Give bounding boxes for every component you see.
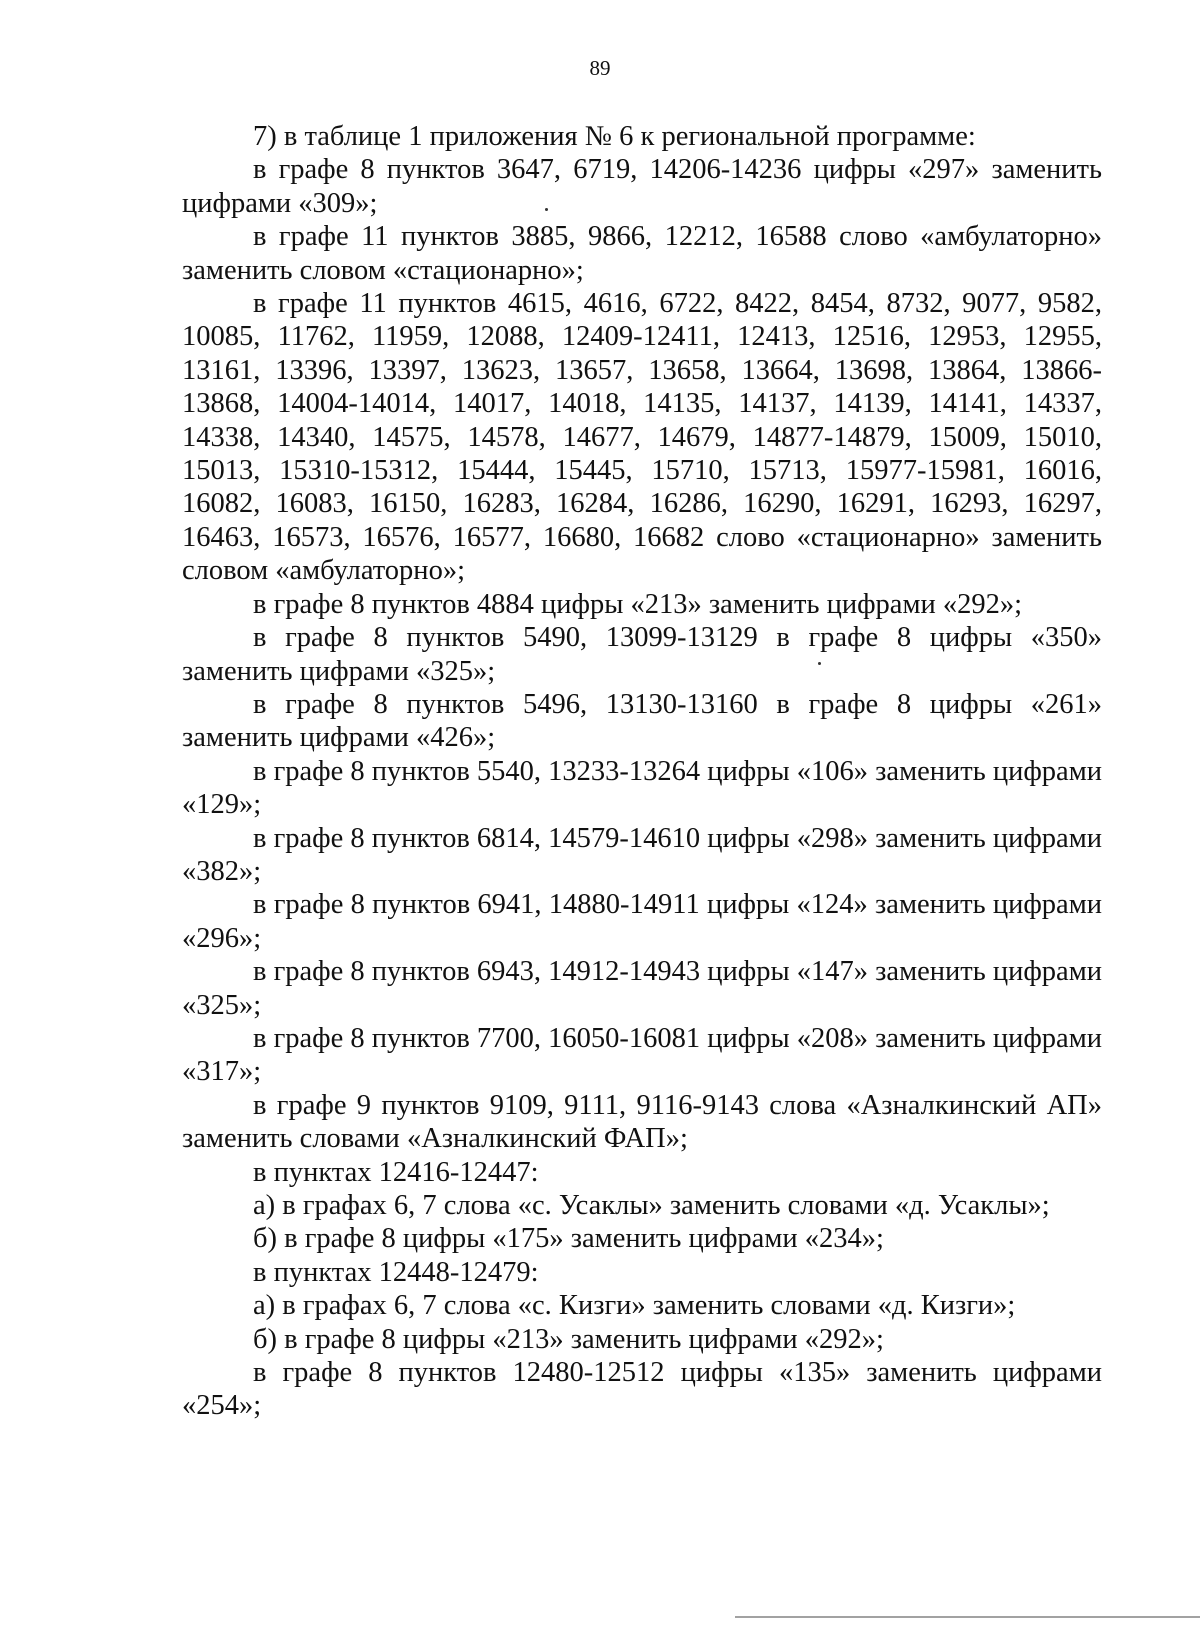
paragraph: а) в графах 6, 7 слова «с. Усаклы» заменить словами «д. Усаклы»; bbox=[253, 1190, 1050, 1221]
paragraph: б) в графе 8 цифры «213» заменить цифрами «292»; bbox=[253, 1323, 884, 1355]
paragraph: в графе 9 пунктов 9109, 9111, 9116-9143 слова «Азналкинский АП» заменить словами «Азналкинский ФАП»; bbox=[182, 1089, 1102, 1155]
paragraph: в графе 8 пунктов 7700, 16050-16081 цифры «208» заменить цифрами «317»; bbox=[182, 1022, 1102, 1088]
paragraph-item-7-header: 7) в таблице 1 приложения № 6 к региональной программе: bbox=[253, 121, 976, 152]
scan-edge-line bbox=[735, 1616, 1200, 1618]
page-number: 89 bbox=[589, 56, 611, 80]
paragraph: в графе 8 пунктов 5540, 13233-13264 цифры «106» заменить цифрами «129»; bbox=[182, 755, 1102, 821]
paragraph: в пунктах 12416-12447: bbox=[253, 1156, 539, 1188]
paragraph: в графе 8 пунктов 5490, 13099-13129 в графе 8 цифры «350» заменить цифрами «325»; bbox=[182, 622, 1102, 687]
paragraph: в графе 8 пунктов 5496, 13130-13160 в графе 8 цифры «261» заменить цифрами «426»; bbox=[182, 688, 1102, 754]
scan-speck bbox=[818, 662, 821, 665]
scan-speck bbox=[545, 208, 548, 211]
paragraph: в графе 11 пунктов 4615, 4616, 6722, 8422, 8454, 8732, 9077, 9582, 10085, 11762, 11959, 12088, 12409-12411, 12413, 12516, 12953, 12955, 13161, 13396, 13397, 13623, 13657, 13658, 13664, 13698, 13864, 13866-13868, 14004-14014, 14017, 14018, 14135, 14137, 14139, 14141, 14337, 14338, 14340, 14575, 14578, 14677, 14679, 14877-14879, 15009, 15010, 15013, 15310-15312, 15444, 15445, 15710, 15713, 15977-15981, 16016, 16082, 16083, 16150, 16283, 16284, 16286, 16290, 16291, 16293, 16297, 16463, 16573, 16576, 16577, 16680, 16682 слово «стационарно» заменить словом «амбулаторно»; bbox=[182, 288, 1102, 587]
paragraph: в графе 8 пунктов 6814, 14579-14610 цифры «298» заменить цифрами «382»; bbox=[182, 822, 1102, 887]
paragraph: в графе 8 пунктов 6941, 14880-14911 цифры «124» заменить цифрами «296»; bbox=[182, 889, 1102, 954]
paragraph: б) в графе 8 цифры «175» заменить цифрами «234»; bbox=[253, 1223, 884, 1255]
paragraph: в графе 8 пунктов 12480-12512 цифры «135» заменить цифрами «254»; bbox=[182, 1357, 1102, 1422]
paragraph: в графе 8 пунктов 4884 цифры «213» заменить цифрами «292»; bbox=[253, 588, 1023, 620]
paragraph: а) в графах 6, 7 слова «с. Кизги» заменить словами «д. Кизги»; bbox=[253, 1290, 1016, 1322]
paragraph: в графе 8 пунктов 3647, 6719, 14206-14236 цифры «297» заменить цифрами «309»; bbox=[182, 154, 1102, 219]
document-body bbox=[182, 120, 1102, 1423]
paragraph: в пунктах 12448-12479: bbox=[253, 1256, 539, 1288]
paragraph: в графе 11 пунктов 3885, 9866, 12212, 16588 слово «амбулаторно» заменить словом «стационарно»; bbox=[182, 221, 1102, 286]
paragraph: в графе 8 пунктов 6943, 14912-14943 цифры «147» заменить цифрами «325»; bbox=[182, 956, 1102, 1021]
